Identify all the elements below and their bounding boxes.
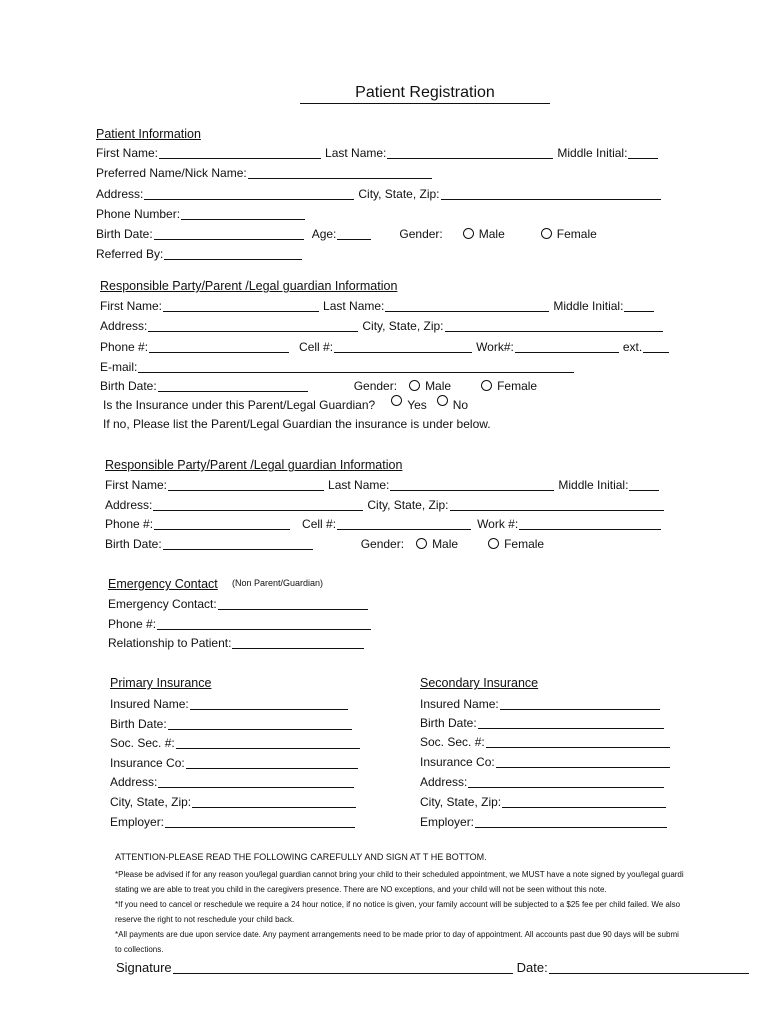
rp1-yes-label: Yes (407, 398, 427, 412)
rp2-female-label: Female (504, 537, 545, 551)
rp1-city-state-zip-field[interactable] (445, 319, 663, 332)
signature-row (116, 960, 753, 976)
birth-date-label: Birth Date: (96, 227, 153, 241)
age-field[interactable] (337, 227, 371, 240)
age-label: Age: (311, 227, 337, 241)
attention-line-3: *If you need to cancel or reschedule we require a 24 hour notice, if no notice is given, your family account will be subjected to a $25 fee per child failed. We also (115, 900, 681, 909)
attention-line-2: stating we are able to treat you child in the caregivers presence. There are NO exceptions, and your child will not be seen without this note. (115, 885, 607, 894)
phone-row (96, 206, 309, 222)
secondary-insured-name-field[interactable] (500, 697, 660, 710)
preferred-name-label: Preferred Name/Nick Name: (96, 166, 247, 180)
section-responsible-party-1: Responsible Party/Parent /Legal guardian Information (100, 279, 398, 293)
rp1-phone-label: Phone #: (100, 340, 149, 354)
emergency-phone-field[interactable] (157, 617, 371, 630)
rp1-no-label: No (452, 398, 469, 412)
secondary-address-field[interactable] (468, 775, 664, 788)
rp1-ext-field[interactable] (643, 340, 669, 353)
secondary-city-state-zip-row (420, 794, 670, 810)
primary-ssn-row (110, 735, 364, 751)
female-label: Female (556, 227, 597, 241)
rp1-cell-field[interactable] (334, 340, 472, 353)
relationship-label: Relationship to Patient: (108, 636, 232, 650)
primary-insurance-co-field[interactable] (186, 756, 358, 769)
rp2-cell-label: Cell #: (302, 517, 337, 531)
gender-female-radio[interactable] (541, 228, 552, 239)
rp1-email-row (100, 359, 578, 375)
patient-name-row (96, 145, 662, 161)
rp2-address-label: Address: (105, 498, 153, 512)
section-primary-insurance: Primary Insurance (110, 676, 212, 690)
secondary-insured-name-label: Insured Name: (420, 697, 499, 711)
secondary-insurance-co-field[interactable] (496, 755, 670, 768)
signature-field[interactable] (173, 961, 513, 974)
address-label: Address: (96, 187, 144, 201)
rp2-middle-initial-field[interactable] (629, 478, 659, 491)
primary-address-row (110, 774, 358, 790)
rp1-middle-initial-field[interactable] (624, 299, 654, 312)
primary-birth-date-label: Birth Date: (110, 717, 167, 731)
emergency-phone-label: Phone #: (108, 617, 157, 631)
primary-city-state-zip-field[interactable] (192, 795, 356, 808)
attention-line-5: *All payments are due upon service date. Any payment arrangements need to be made prior to day of appointment. All accounts past due 90 days will be submi (115, 930, 679, 939)
rp2-address-row (105, 497, 668, 513)
primary-ssn-label: Soc. Sec. #: (110, 736, 175, 750)
rp2-phone-row (105, 516, 665, 532)
preferred-name-field[interactable] (248, 166, 432, 179)
first-name-field[interactable] (159, 146, 321, 159)
section-responsible-party-2: Responsible Party/Parent /Legal guardian Information (105, 458, 403, 472)
relationship-field[interactable] (232, 636, 364, 649)
rp2-first-name-label: First Name: (105, 478, 168, 492)
rp1-birth-gender-row (100, 378, 537, 394)
gender-male-radio[interactable] (463, 228, 474, 239)
rp2-city-state-zip-field[interactable] (450, 498, 664, 511)
rp2-work-field[interactable] (519, 517, 661, 530)
rp2-last-name-label: Last Name: (328, 478, 390, 492)
rp1-name-row (100, 298, 658, 314)
rp1-insurance-question-row (103, 397, 468, 413)
last-name-field[interactable] (387, 146, 553, 159)
rp1-middle-initial-label: Middle Initial: (553, 299, 624, 313)
emergency-contact-row (108, 596, 372, 612)
rp2-gender-label: Gender: (360, 537, 405, 551)
attention-line-1: *Please be advised if for any reason you/legal guardian cannot bring your child to their scheduled appointment, we MUST have a note signed by you/legal guardi (115, 870, 684, 879)
rp2-birth-date-label: Birth Date: (105, 537, 162, 551)
primary-employer-field[interactable] (165, 815, 355, 828)
primary-employer-row (110, 814, 359, 830)
secondary-ssn-row (420, 734, 674, 750)
rp2-gender-male-radio[interactable] (416, 538, 427, 549)
primary-ssn-field[interactable] (176, 736, 360, 749)
referred-by-field[interactable] (164, 247, 302, 260)
primary-insurance-co-row (110, 755, 362, 771)
middle-initial-label: Middle Initial: (557, 146, 628, 160)
rp1-insurance-no-radio[interactable] (437, 395, 448, 406)
rp2-work-label: Work #: (477, 517, 519, 531)
first-name-label: First Name: (96, 146, 159, 160)
rp2-male-label: Male (432, 537, 459, 551)
preferred-name-row (96, 165, 436, 181)
rp2-middle-initial-label: Middle Initial: (558, 478, 629, 492)
primary-insured-name-row (110, 696, 352, 712)
primary-address-label: Address: (110, 775, 158, 789)
last-name-label: Last Name: (325, 146, 387, 160)
emergency-contact-field[interactable] (218, 597, 368, 610)
rp1-city-state-zip-label: City, State, Zip: (362, 319, 444, 333)
rp2-cell-field[interactable] (337, 517, 471, 530)
primary-city-state-zip-label: City, State, Zip: (110, 795, 192, 809)
primary-insured-name-field[interactable] (190, 697, 348, 710)
referred-by-row (96, 246, 306, 262)
rp1-ext-label: ext. (622, 340, 643, 354)
primary-birth-date-row (110, 716, 356, 732)
birth-age-gender-row (96, 226, 597, 242)
rp1-insurance-question: Is the Insurance under this Parent/Legal Guardian? (103, 398, 376, 412)
rp1-first-name-field[interactable] (163, 299, 319, 312)
secondary-employer-label: Employer: (420, 815, 475, 829)
secondary-employer-row (420, 814, 671, 830)
secondary-insured-name-row (420, 696, 664, 712)
rp2-phone-label: Phone #: (105, 517, 154, 531)
rp1-address-row (100, 318, 667, 334)
rp1-last-name-label: Last Name: (323, 299, 385, 313)
primary-address-field[interactable] (158, 775, 354, 788)
birth-date-field[interactable] (154, 227, 304, 240)
rp1-gender-label: Gender: (353, 379, 398, 393)
rp1-work-field[interactable] (515, 340, 619, 353)
rp2-name-row (105, 477, 663, 493)
section-emergency-contact (108, 577, 218, 591)
secondary-employer-field[interactable] (475, 815, 667, 828)
primary-birth-date-field[interactable] (168, 717, 352, 730)
city-state-zip-field[interactable] (441, 187, 661, 200)
secondary-insurance-co-label: Insurance Co: (420, 755, 495, 769)
city-state-zip-label: City, State, Zip: (358, 187, 440, 201)
secondary-birth-date-field[interactable] (478, 716, 664, 729)
rp1-gender-male-radio[interactable] (409, 380, 420, 391)
emergency-subheading: (Non Parent/Guardian) (232, 578, 324, 588)
secondary-ssn-field[interactable] (486, 735, 670, 748)
emergency-relationship-row (108, 635, 368, 651)
secondary-insurance-co-row (420, 754, 674, 770)
gender-label: Gender: (399, 227, 443, 241)
secondary-city-state-zip-field[interactable] (502, 795, 666, 808)
phone-number-field[interactable] (181, 207, 305, 220)
rp1-male-label: Male (425, 379, 452, 393)
rp1-gender-female-radio[interactable] (481, 380, 492, 391)
address-row (96, 186, 665, 202)
secondary-address-row (420, 774, 668, 790)
male-label: Male (478, 227, 505, 241)
date-label: Date: (516, 960, 548, 975)
rp1-cell-label: Cell #: (299, 340, 334, 354)
attention-line-4: reserve the right to not reschedule your child back. (115, 915, 295, 924)
primary-employer-label: Employer: (110, 815, 165, 829)
rp1-birth-date-field[interactable] (158, 379, 308, 392)
emergency-heading: Emergency Contact (108, 577, 218, 591)
rp1-birth-date-label: Birth Date: (100, 379, 157, 393)
secondary-address-label: Address: (420, 775, 468, 789)
rp1-phone-row (100, 339, 673, 355)
middle-initial-field[interactable] (628, 146, 658, 159)
signature-label: Signature (116, 960, 172, 975)
secondary-city-state-zip-label: City, State, Zip: (420, 795, 502, 809)
emergency-contact-label: Emergency Contact: (108, 597, 217, 611)
attention-line-6: to collections. (115, 945, 164, 954)
date-field[interactable] (549, 961, 749, 974)
emergency-phone-row (108, 616, 375, 632)
rp1-email-label: E-mail: (100, 360, 138, 374)
primary-insurance-co-label: Insurance Co: (110, 756, 185, 770)
secondary-ssn-label: Soc. Sec. #: (420, 735, 485, 749)
rp1-first-name-label: First Name: (100, 299, 163, 313)
rp2-gender-female-radio[interactable] (488, 538, 499, 549)
rp2-birth-gender-row (105, 536, 544, 552)
rp1-email-field[interactable] (138, 360, 574, 373)
rp1-phone-field[interactable] (149, 340, 289, 353)
page-title: Patient Registration (300, 84, 550, 104)
section-secondary-insurance: Secondary Insurance (420, 676, 539, 690)
secondary-birth-date-label: Birth Date: (420, 716, 477, 730)
rp1-last-name-field[interactable] (385, 299, 549, 312)
address-field[interactable] (144, 187, 354, 200)
rp1-insurance-yes-radio[interactable] (391, 395, 402, 406)
section-patient-information: Patient Information (96, 127, 201, 141)
rp1-address-label: Address: (100, 319, 148, 333)
rp1-address-field[interactable] (148, 319, 358, 332)
referred-by-label: Referred By: (96, 247, 164, 261)
rp2-first-name-field[interactable] (168, 478, 324, 491)
secondary-birth-date-row (420, 715, 668, 731)
rp1-female-label: Female (497, 379, 538, 393)
attention-heading: ATTENTION-PLEASE READ THE FOLLOWING CAREFULLY AND SIGN AT T HE BOTTOM. (115, 852, 487, 862)
phone-number-label: Phone Number: (96, 207, 181, 221)
rp1-if-no-note: If no, Please list the Parent/Legal Guardian the insurance is under below. (103, 417, 491, 431)
rp2-address-field[interactable] (153, 498, 363, 511)
rp2-city-state-zip-label: City, State, Zip: (367, 498, 449, 512)
rp2-birth-date-field[interactable] (163, 537, 313, 550)
primary-insured-name-label: Insured Name: (110, 697, 189, 711)
rp2-last-name-field[interactable] (390, 478, 554, 491)
rp2-phone-field[interactable] (154, 517, 290, 530)
rp1-work-label: Work#: (476, 340, 514, 354)
primary-city-state-zip-row (110, 794, 360, 810)
